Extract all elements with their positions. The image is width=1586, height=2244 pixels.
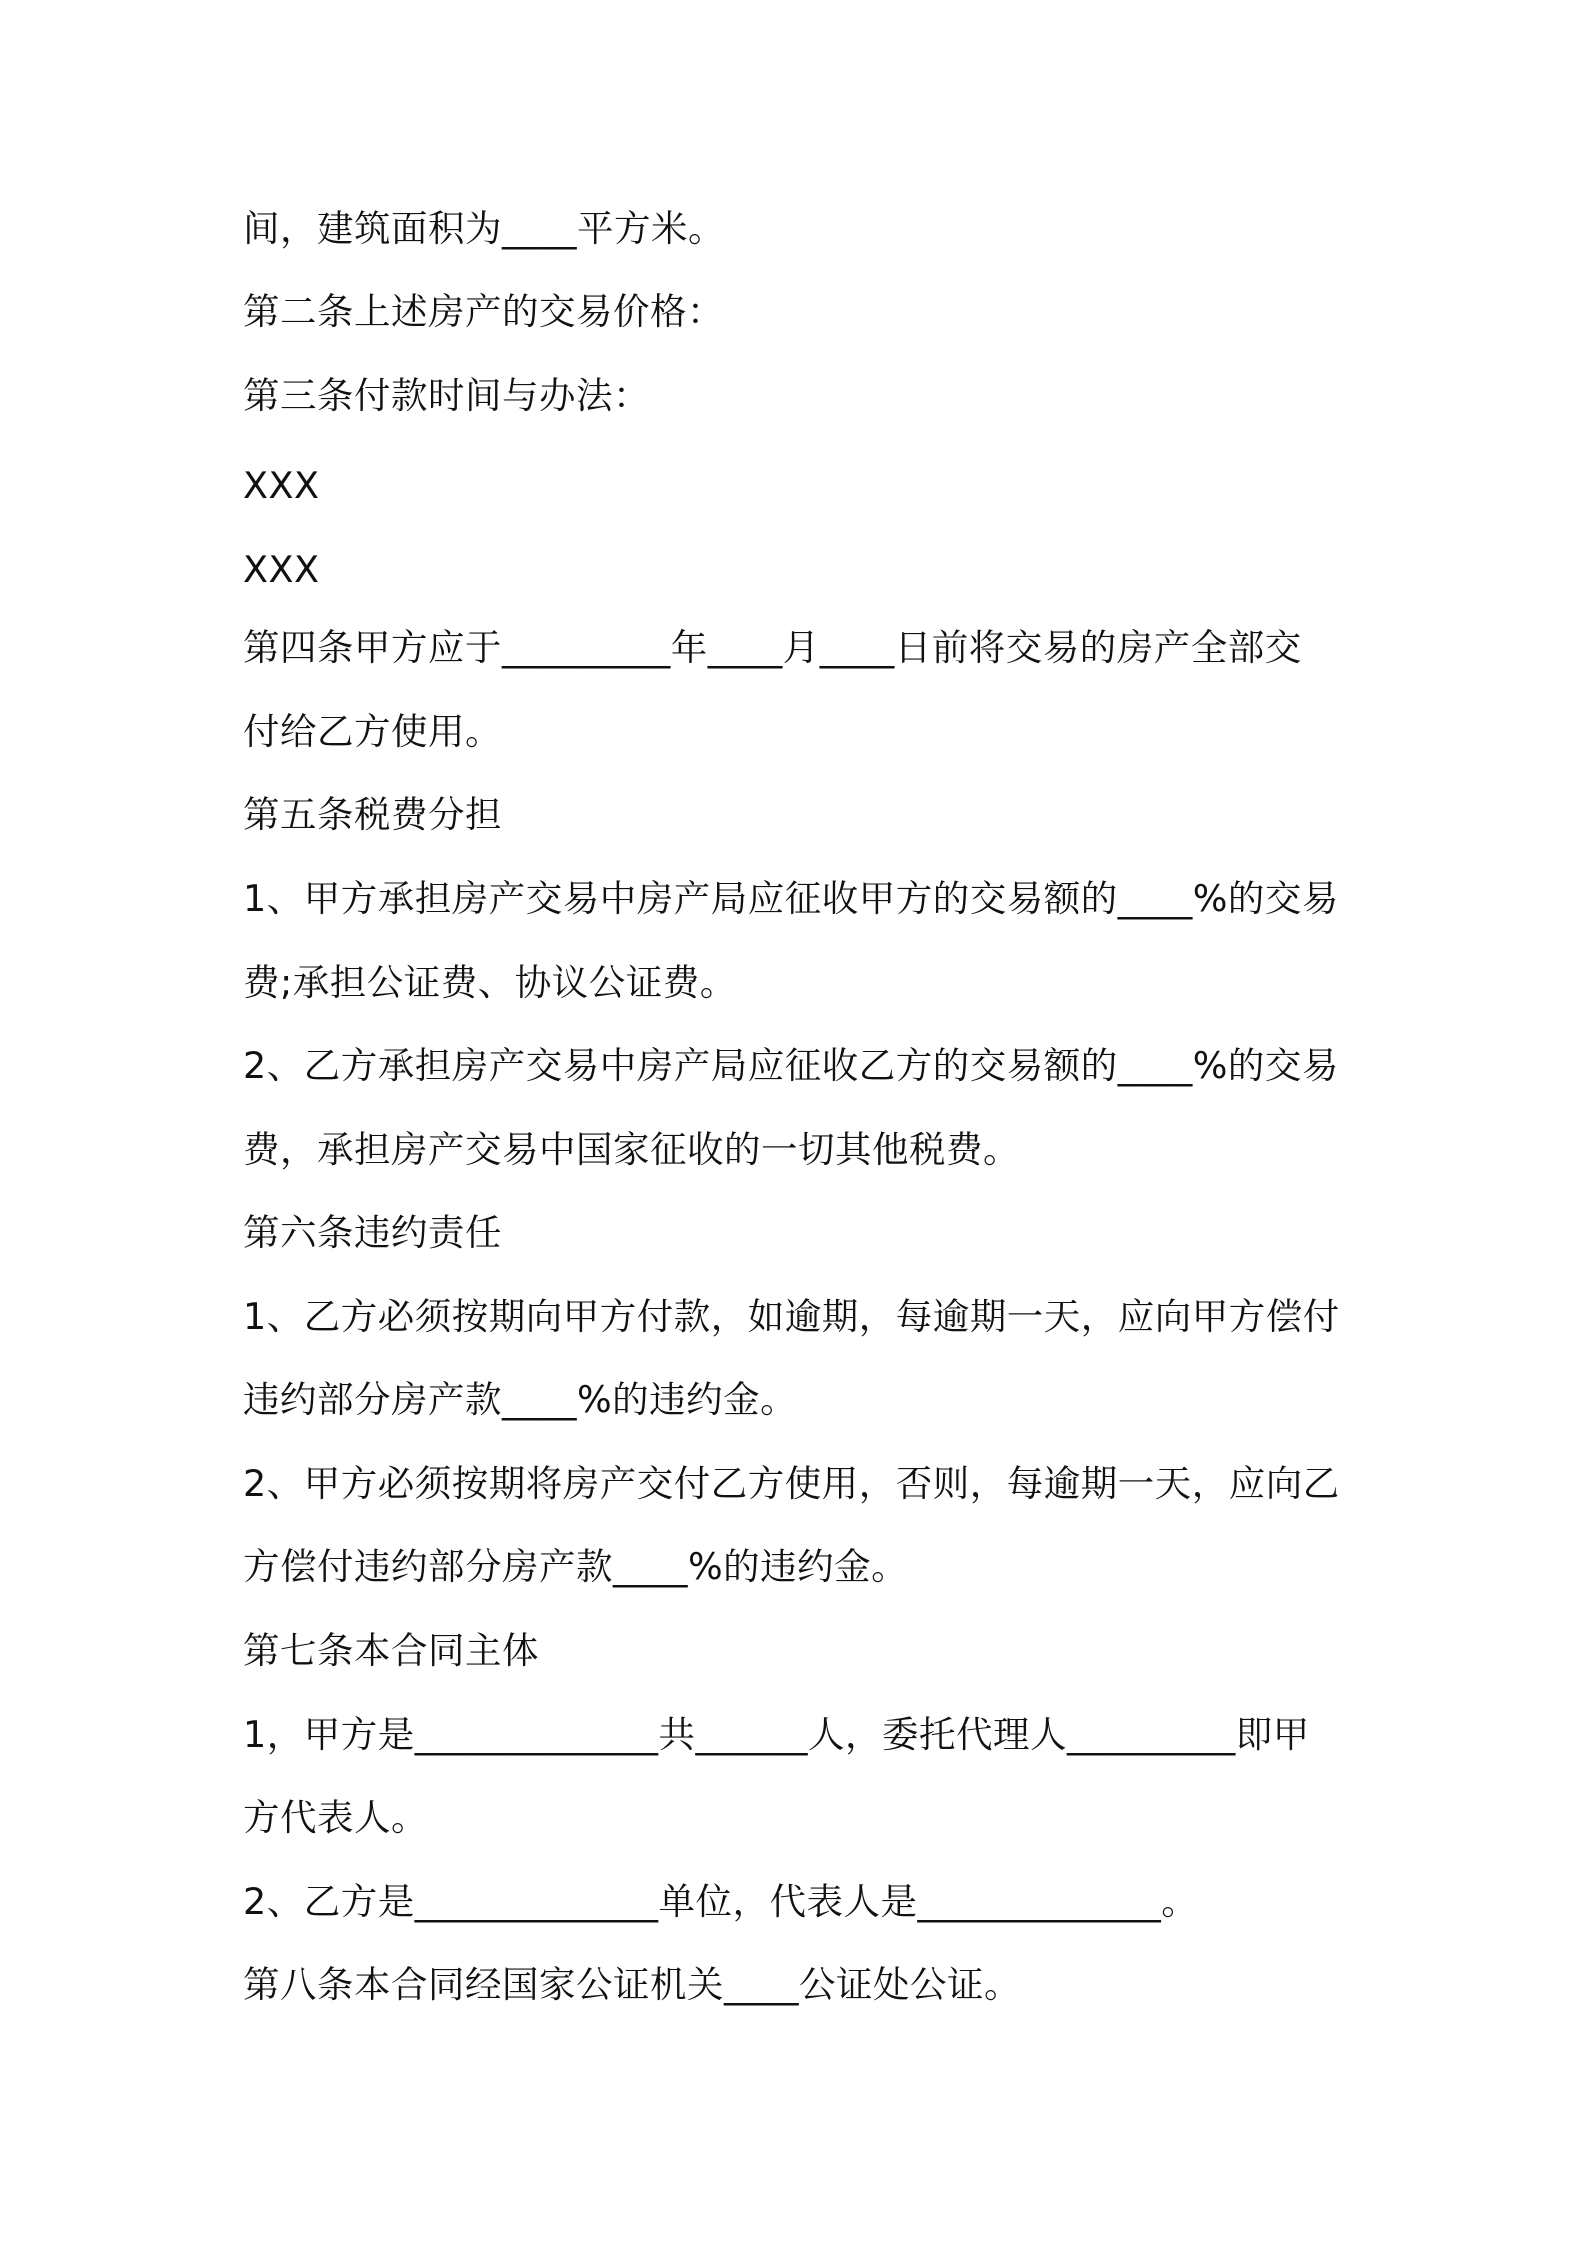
text-line: 方偿付违约部分房产款____%的违约金。 [243,1545,909,1588]
text-line: 费，承担房产交易中国家征收的一切其他税费。 [243,1128,1020,1171]
placeholder-line: XXX [243,464,320,507]
article-3-heading: 第三条付款时间与办法： [243,374,650,417]
text-line: 违约部分房产款____%的违约金。 [243,1378,798,1421]
clause-text: 1、乙方必须按期向甲方付款，如逾期，每逾期一天，应向甲方偿付 [243,1295,1340,1338]
article-5-heading: 第五条税费分担 [243,793,502,836]
article-8-heading: 第八条本合同经国家公证机关____公证处公证。 [243,1963,1021,2006]
placeholder-line: XXX [243,548,320,591]
text-line: 付给乙方使用。 [243,710,502,753]
clause-text: 2、甲方必须按期将房产交付乙方使用，否则，每逾期一天，应向乙 [243,1462,1340,1505]
article-6-heading: 第六条违约责任 [243,1211,502,1254]
clause-text: 2、乙方承担房产交易中房产局应征收乙方的交易额的____%的交易 [243,1044,1339,1087]
article-7-heading: 第七条本合同主体 [243,1629,539,1672]
text-line: 间，建筑面积为____平方米。 [243,207,725,250]
article-4-text: 第四条甲方应于_________年____月____日前将交易的房产全部交 [243,626,1302,669]
text-line: 方代表人。 [243,1796,428,1839]
text-line: 费;承担公证费、协议公证费。 [243,961,737,1004]
clause-text: 1、甲方承担房产交易中房产局应征收甲方的交易额的____%的交易 [243,877,1339,920]
clause-text: 1，甲方是_____________共______人，委托代理人_________即甲 [243,1713,1310,1756]
clause-text: 2、乙方是_____________单位，代表人是_____________。 [243,1880,1199,1923]
article-2-heading: 第二条上述房产的交易价格： [243,290,724,333]
